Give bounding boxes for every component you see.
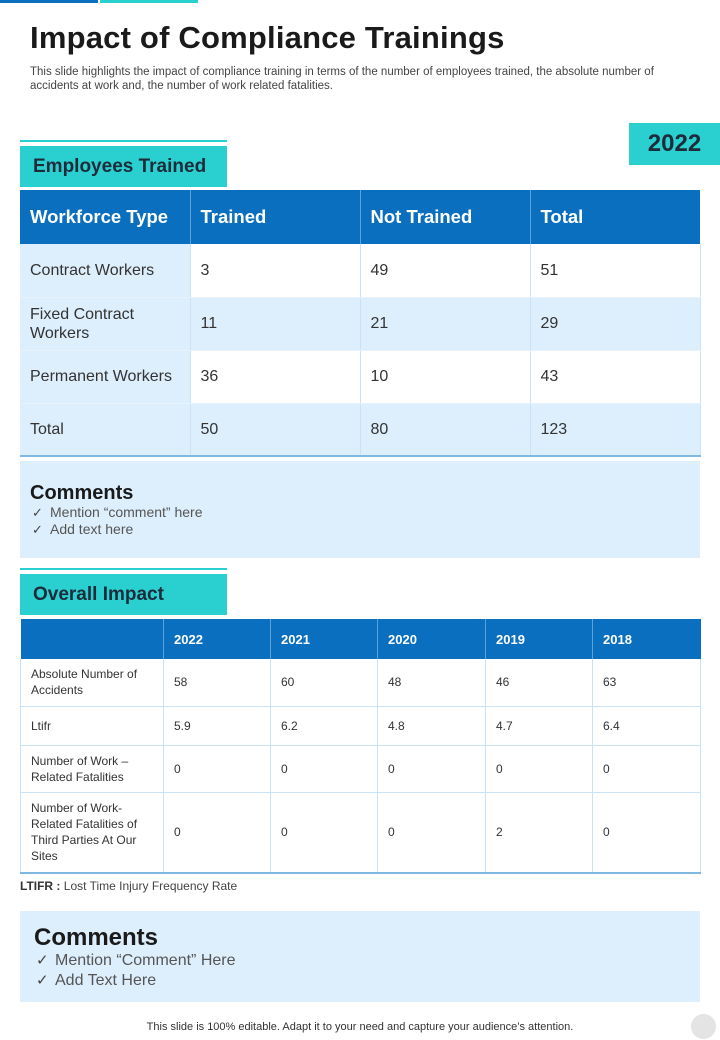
column-header: Not Trained [360,190,530,244]
table-cell: 0 [593,745,701,792]
comment-text: Add Text Here [55,972,157,989]
column-header: 2022 [164,619,271,659]
table-cell: 49 [360,244,530,297]
column-header: 2021 [271,619,378,659]
row-label: Total [20,403,190,456]
row-label: Fixed Contract Workers [20,297,190,350]
row-label: Contract Workers [20,244,190,297]
table-cell: 36 [190,350,360,403]
table-cell: 2 [486,792,593,873]
comment-item [32,504,700,521]
table-row [20,350,700,403]
comment-text: Mention “Comment” Here [55,952,236,969]
table-cell: 46 [486,659,593,706]
table-cell: 0 [164,745,271,792]
table-row [21,659,701,706]
table-cell: 43 [530,350,700,403]
footnote [20,879,237,893]
table-cell: 0 [378,792,486,873]
comment-item [32,521,700,538]
comment-text: Mention “comment” here [50,504,203,520]
table-cell: 0 [271,792,378,873]
table-cell: 0 [164,792,271,873]
table-cell: 58 [164,659,271,706]
row-label: Number of Work-Related Fatalities of Third Parties At Our Sites [21,792,164,873]
column-header: 2018 [593,619,701,659]
table-cell: 63 [593,659,701,706]
table-cell: 0 [271,745,378,792]
table-row [20,297,700,350]
table-cell: 21 [360,297,530,350]
row-label: Ltifr [21,706,164,745]
table-cell: 0 [486,745,593,792]
table-cell: 6.4 [593,706,701,745]
comments-box-2 [20,911,700,1002]
column-header: Total [530,190,700,244]
employees-trained-table [20,190,701,457]
table-row-total [20,403,700,456]
comments-heading: Comments [34,924,159,951]
table-cell: 6.2 [271,706,378,745]
table-cell: 29 [530,297,700,350]
table-cell: 10 [360,350,530,403]
table-cell: 4.7 [486,706,593,745]
table-row [20,244,700,297]
table-cell: 80 [360,403,530,456]
row-label: Absolute Number of Accidents [21,659,164,706]
table-cell: 51 [530,244,700,297]
table-cell: 3 [190,244,360,297]
table-cell: 60 [271,659,378,706]
table-row [21,745,701,792]
checkmark-icon: ✓ [36,952,49,969]
footnote-abbreviation: LTIFR : [20,879,61,893]
table-header-row [21,619,701,659]
top-accent-bar-light [100,0,198,3]
employees-trained-heading: Employees Trained [20,146,227,187]
corner-circle-icon [691,1014,716,1039]
overall-impact-heading: Overall Impact [20,574,227,615]
column-header: Workforce Type [20,190,190,244]
overall-impact-table [20,619,701,874]
column-header: Trained [190,190,360,244]
footnote-text: Lost Time Injury Frequency Rate [63,879,238,893]
column-header [21,619,164,659]
table-header-row [20,190,700,244]
checkmark-icon: ✓ [32,505,43,520]
column-header: 2020 [378,619,486,659]
column-header: 2019 [486,619,593,659]
table-cell: 4.8 [378,706,486,745]
comments-heading: Comments [30,482,134,504]
page-title: Impact of Compliance Trainings [30,20,505,55]
table-row [21,706,701,745]
table-row [21,792,701,873]
table-cell: 5.9 [164,706,271,745]
comment-item [36,951,700,971]
footer-text: This slide is 100% editable. Adapt it to your need and capture your audience’s attention. [146,1021,574,1033]
year-badge: 2022 [629,123,720,165]
table-cell: 0 [593,792,701,873]
section-tab-topline [20,568,227,570]
table-cell: 50 [190,403,360,456]
top-accent-bar-dark [0,0,98,3]
section-tab-topline [20,140,227,142]
table-cell: 0 [378,745,486,792]
checkmark-icon: ✓ [32,522,43,537]
page-subtitle: This slide highlights the impact of compliance training in terms of the number of employees trained, the absolute number of accidents at work and, the number of work related fatalities. [30,66,654,92]
table-cell: 123 [530,403,700,456]
row-label: Permanent Workers [20,350,190,403]
row-label: Number of Work – Related Fatalities [21,745,164,792]
comments-box-1 [20,461,700,558]
table-cell: 48 [378,659,486,706]
comment-text: Add text here [50,521,134,537]
checkmark-icon: ✓ [36,972,49,989]
comment-item [36,971,700,991]
table-cell: 11 [190,297,360,350]
